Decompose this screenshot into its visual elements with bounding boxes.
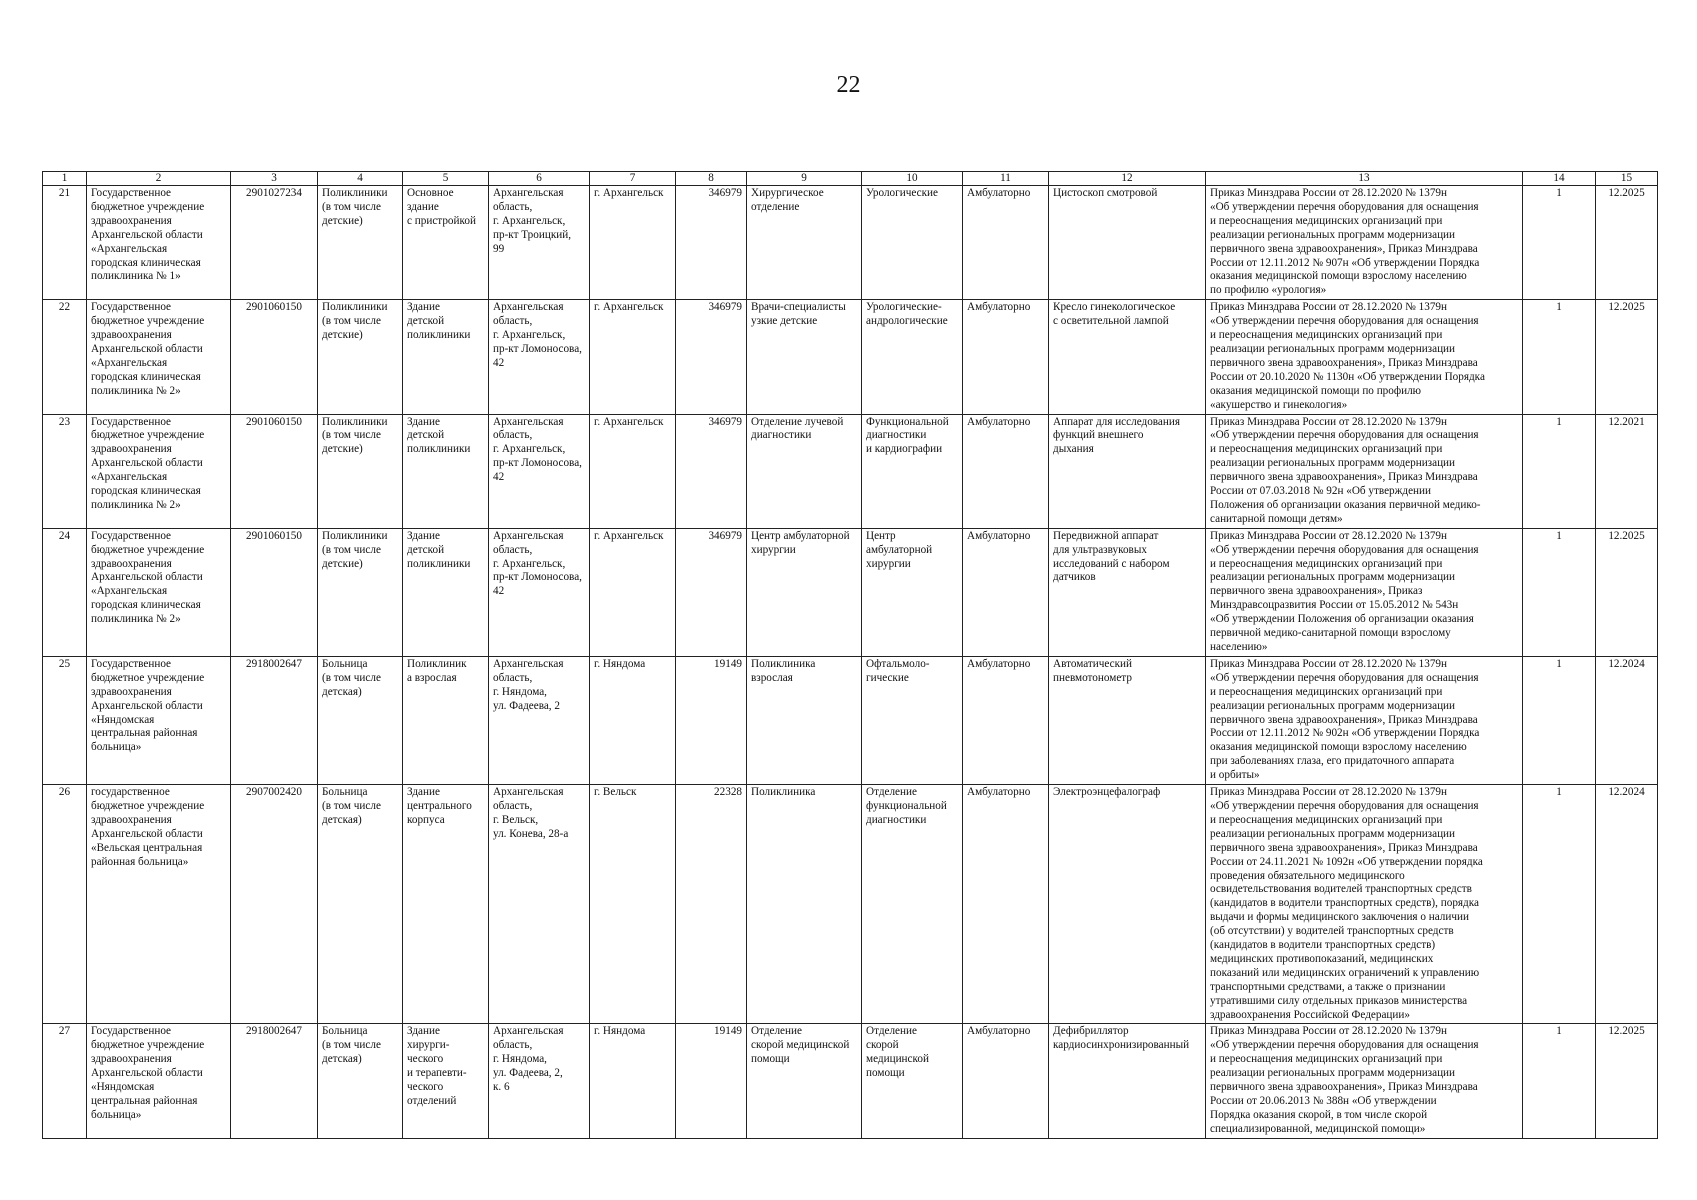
equipment-name: Электроэнцефалограф <box>1049 785 1206 1024</box>
organization-type: Больница (в том числе детская) <box>318 785 403 1024</box>
row-number: 22 <box>43 300 87 414</box>
inn: 2901060150 <box>231 414 318 528</box>
table-row <box>43 1024 1658 1138</box>
equipment-name: Автоматический пневмотонометр <box>1049 656 1206 784</box>
inn: 2901060150 <box>231 300 318 414</box>
department: Поликлиника <box>747 785 862 1024</box>
organization-name: Государственное бюджетное учреждение здравоохранения Архангельской области «Архангельская городская клиническая поликлиника № 1» <box>87 186 231 300</box>
care-conditions: Амбулаторно <box>963 656 1049 784</box>
legal-basis: Приказ Минздрава России от 28.12.2020 № 1379н «Об утверждении перечня оборудования для оснащения и переоснащения медицинских организаций при реализации региональных программ модернизации первичного звена здравоохранения», Приказ Минздрава России от 20.10.2020 № 1130н «Об утверждении Порядка оказания медицинской помощи по профилю «акушерство и гинекология» <box>1206 300 1523 414</box>
department: Врачи-специалисты узкие детские <box>747 300 862 414</box>
column-number-row <box>43 172 1658 186</box>
building: Здание детской поликлиники <box>403 414 489 528</box>
building: Здание центрального корпуса <box>403 785 489 1024</box>
building: Основное здание с пристройкой <box>403 186 489 300</box>
legal-basis: Приказ Минздрава России от 28.12.2020 № 1379н «Об утверждении перечня оборудования для оснащения и переоснащения медицинских организаций при реализации региональных программ модернизации первичного звена здравоохранения», Приказ Минздравсоцразвития России от 15.05.2012 № 543н «Об утверждении Положения об организации оказания первичной медико-санитарной помощи взрослому населению» <box>1206 528 1523 656</box>
address: Архангельская область, г. Няндома, ул. Фадеева, 2, к. 6 <box>489 1024 590 1138</box>
address: Архангельская область, г. Архангельск, пр-кт Ломоносова, 42 <box>489 300 590 414</box>
department: Отделение скорой медицинской помощи <box>747 1024 862 1138</box>
profile: Отделение скорой медицинской помощи <box>862 1024 963 1138</box>
row-number: 21 <box>43 186 87 300</box>
row-number: 26 <box>43 785 87 1024</box>
table-row <box>43 528 1658 656</box>
quantity: 1 <box>1523 656 1596 784</box>
column-number: 7 <box>590 172 676 186</box>
profile: Офтальмоло- гические <box>862 656 963 784</box>
table-row <box>43 656 1658 784</box>
column-number: 4 <box>318 172 403 186</box>
organization-name: государственное бюджетное учреждение здравоохранения Архангельской области «Вельская центральная районная больница» <box>87 785 231 1024</box>
legal-basis: Приказ Минздрава России от 28.12.2020 № 1379н «Об утверждении перечня оборудования для оснащения и переоснащения медицинских организаций при реализации региональных программ модернизации первичного звена здравоохранения», Приказ Минздрава России от 07.03.2018 № 92н «Об утверждении Положения об организации оказания первичной медико- санитарной помощи детям» <box>1206 414 1523 528</box>
settlement: г. Архангельск <box>590 528 676 656</box>
quantity: 1 <box>1523 528 1596 656</box>
population: 19149 <box>676 1024 747 1138</box>
table-row <box>43 186 1658 300</box>
care-conditions: Амбулаторно <box>963 785 1049 1024</box>
delivery-date: 12.2025 <box>1596 186 1658 300</box>
population: 346979 <box>676 186 747 300</box>
column-number: 8 <box>676 172 747 186</box>
settlement: г. Няндома <box>590 656 676 784</box>
page-number: 22 <box>836 72 861 98</box>
legal-basis: Приказ Минздрава России от 28.12.2020 № 1379н «Об утверждении перечня оборудования для оснащения и переоснащения медицинских организаций при реализации региональных программ модернизации первичного звена здравоохранения», Приказ Минздрава России от 12.11.2012 № 907н «Об утверждении Порядка оказания медицинской помощи взрослому населению по профилю «урология» <box>1206 186 1523 300</box>
row-number: 24 <box>43 528 87 656</box>
delivery-date: 12.2025 <box>1596 300 1658 414</box>
column-number: 11 <box>963 172 1049 186</box>
department: Хирургическое отделение <box>747 186 862 300</box>
table-row <box>43 300 1658 414</box>
settlement: г. Архангельск <box>590 300 676 414</box>
population: 22328 <box>676 785 747 1024</box>
column-number: 9 <box>747 172 862 186</box>
address: Архангельская область, г. Архангельск, пр-кт Ломоносова, 42 <box>489 414 590 528</box>
column-number: 1 <box>43 172 87 186</box>
address: Архангельская область, г. Архангельск, пр-кт Троицкий, 99 <box>489 186 590 300</box>
building: Здание хирурги- ческого и терапевти- ческого отделений <box>403 1024 489 1138</box>
delivery-date: 12.2025 <box>1596 528 1658 656</box>
address: Архангельская область, г. Вельск, ул. Конева, 28-а <box>489 785 590 1024</box>
address: Архангельская область, г. Няндома, ул. Фадеева, 2 <box>489 656 590 784</box>
equipment-register-table <box>42 171 1658 1139</box>
column-number: 15 <box>1596 172 1658 186</box>
organization-name: Государственное бюджетное учреждение здравоохранения Архангельской области «Архангельская городская клиническая поликлиника № 2» <box>87 300 231 414</box>
column-number: 10 <box>862 172 963 186</box>
column-number: 14 <box>1523 172 1596 186</box>
legal-basis: Приказ Минздрава России от 28.12.2020 № 1379н «Об утверждении перечня оборудования для оснащения и переоснащения медицинских организаций при реализации региональных программ модернизации первичного звена здравоохранения», Приказ Минздрава России от 12.11.2012 № 902н «Об утверждении Порядка оказания медицинской помощи взрослому населению при заболеваниях глаза, его придаточного аппарата и орбиты» <box>1206 656 1523 784</box>
quantity: 1 <box>1523 300 1596 414</box>
row-number: 25 <box>43 656 87 784</box>
column-number: 13 <box>1206 172 1523 186</box>
legal-basis: Приказ Минздрава России от 28.12.2020 № 1379н «Об утверждении перечня оборудования для оснащения и переоснащения медицинских организаций при реализации региональных программ модернизации первичного звена здравоохранения», Приказ Минздрава России от 20.06.2013 № 388н «Об утверждении Порядка оказания скорой, в том числе скорой специализированной, медицинской помощи» <box>1206 1024 1523 1138</box>
inn: 2901027234 <box>231 186 318 300</box>
organization-type: Поликлиники (в том числе детские) <box>318 414 403 528</box>
building: Здание детской поликлиники <box>403 528 489 656</box>
population: 19149 <box>676 656 747 784</box>
inn: 2907002420 <box>231 785 318 1024</box>
organization-type: Больница (в том числе детская) <box>318 1024 403 1138</box>
organization-name: Государственное бюджетное учреждение здравоохранения Архангельской области «Няндомская центральная районная больница» <box>87 656 231 784</box>
equipment-name: Цистоскоп смотровой <box>1049 186 1206 300</box>
profile: Отделение функциональной диагностики <box>862 785 963 1024</box>
inn: 2918002647 <box>231 1024 318 1138</box>
care-conditions: Амбулаторно <box>963 1024 1049 1138</box>
equipment-name: Передвижной аппарат для ультразвуковых исследований с набором датчиков <box>1049 528 1206 656</box>
column-number: 3 <box>231 172 318 186</box>
equipment-name: Дефибриллятор кардиосинхронизированный <box>1049 1024 1206 1138</box>
organization-type: Поликлиники (в том числе детские) <box>318 300 403 414</box>
population: 346979 <box>676 528 747 656</box>
inn: 2918002647 <box>231 656 318 784</box>
address: Архангельская область, г. Архангельск, пр-кт Ломоносова, 42 <box>489 528 590 656</box>
equipment-name: Кресло гинекологическое с осветительной лампой <box>1049 300 1206 414</box>
organization-type: Больница (в том числе детская) <box>318 656 403 784</box>
delivery-date: 12.2025 <box>1596 1024 1658 1138</box>
care-conditions: Амбулаторно <box>963 186 1049 300</box>
row-number: 27 <box>43 1024 87 1138</box>
population: 346979 <box>676 414 747 528</box>
delivery-date: 12.2021 <box>1596 414 1658 528</box>
equipment-name: Аппарат для исследования функций внешнего дыхания <box>1049 414 1206 528</box>
settlement: г. Архангельск <box>590 186 676 300</box>
department: Отделение лучевой диагностики <box>747 414 862 528</box>
department: Центр амбулаторной хирургии <box>747 528 862 656</box>
inn: 2901060150 <box>231 528 318 656</box>
legal-basis: Приказ Минздрава России от 28.12.2020 № 1379н «Об утверждении перечня оборудования для оснащения и переоснащения медицинских организаций при реализации региональных программ модернизации первичного звена здравоохранения», Приказ Минздрава России от 24.11.2021 № 1092н «Об утверждении порядка проведения обязательного медицинского освидетельствования водителей транспортных средств (кандидатов в водители транспортных средств), порядка выдачи и формы медицинского заключения о наличии (об отсутствии) у водителей транспортных средств (кандидатов в водители транспортных средств) медицинских противопоказаний, медицинских показаний или медицинских ограничений к управлению транспортными средствами, а также о признании утратившими силу отдельных приказов министерства здравоохранения Российской Федерации» <box>1206 785 1523 1024</box>
quantity: 1 <box>1523 186 1596 300</box>
quantity: 1 <box>1523 785 1596 1024</box>
profile: Урологические- андрологические <box>862 300 963 414</box>
quantity: 1 <box>1523 414 1596 528</box>
organization-name: Государственное бюджетное учреждение здравоохранения Архангельской области «Архангельская городская клиническая поликлиника № 2» <box>87 528 231 656</box>
profile: Урологические <box>862 186 963 300</box>
population: 346979 <box>676 300 747 414</box>
quantity: 1 <box>1523 1024 1596 1138</box>
delivery-date: 12.2024 <box>1596 656 1658 784</box>
department: Поликлиника взрослая <box>747 656 862 784</box>
column-number: 2 <box>87 172 231 186</box>
profile: Функциональной диагностики и кардиографии <box>862 414 963 528</box>
table-row <box>43 785 1658 1024</box>
row-number: 23 <box>43 414 87 528</box>
column-number: 6 <box>489 172 590 186</box>
organization-type: Поликлиники (в том числе детские) <box>318 186 403 300</box>
organization-type: Поликлиники (в том числе детские) <box>318 528 403 656</box>
care-conditions: Амбулаторно <box>963 528 1049 656</box>
care-conditions: Амбулаторно <box>963 414 1049 528</box>
settlement: г. Архангельск <box>590 414 676 528</box>
settlement: г. Няндома <box>590 1024 676 1138</box>
profile: Центр амбулаторной хирургии <box>862 528 963 656</box>
organization-name: Государственное бюджетное учреждение здравоохранения Архангельской области «Архангельская городская клиническая поликлиника № 2» <box>87 414 231 528</box>
building: Здание детской поликлиники <box>403 300 489 414</box>
organization-name: Государственное бюджетное учреждение здравоохранения Архангельской области «Няндомская центральная районная больница» <box>87 1024 231 1138</box>
column-number: 12 <box>1049 172 1206 186</box>
column-number: 5 <box>403 172 489 186</box>
care-conditions: Амбулаторно <box>963 300 1049 414</box>
settlement: г. Вельск <box>590 785 676 1024</box>
delivery-date: 12.2024 <box>1596 785 1658 1024</box>
building: Поликлиник а взрослая <box>403 656 489 784</box>
table-row <box>43 414 1658 528</box>
